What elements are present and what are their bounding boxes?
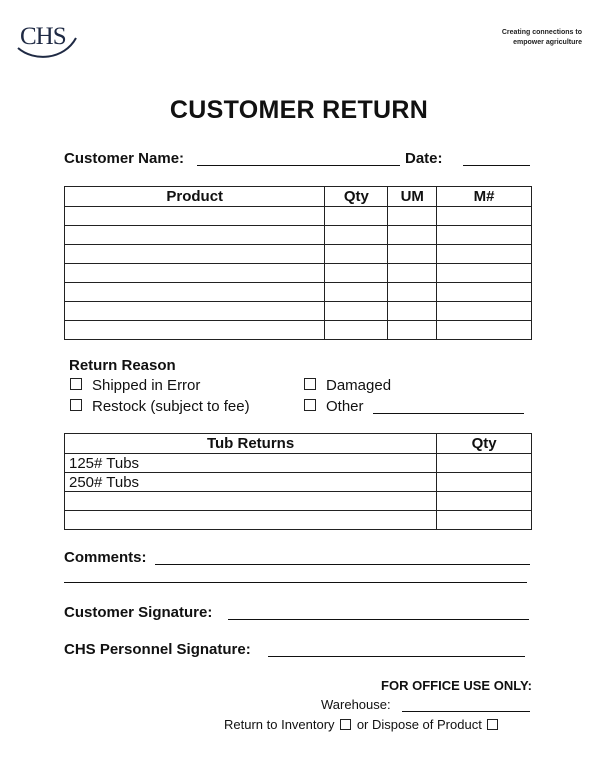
page-title: CUSTOMER RETURN (169, 96, 429, 124)
other-reason-field[interactable] (373, 413, 524, 414)
table-row (65, 321, 532, 340)
tub-qty-cell[interactable] (437, 511, 532, 530)
um-cell[interactable] (388, 302, 437, 321)
dispose-checkbox-icon[interactable] (487, 719, 498, 730)
reason-label: Other (326, 398, 364, 415)
m-number-cell[interactable] (437, 207, 532, 226)
qty-cell[interactable] (325, 226, 388, 245)
warehouse-field[interactable] (402, 711, 530, 712)
table-row (65, 207, 532, 226)
return-to-inventory-checkbox-icon[interactable] (340, 719, 351, 730)
product-cell[interactable] (65, 207, 325, 226)
um-cell[interactable] (388, 226, 437, 245)
table-row (65, 511, 532, 530)
table-row (65, 226, 532, 245)
tub-label-cell: 125# Tubs (65, 454, 437, 473)
logo-swoosh-icon (14, 22, 80, 58)
warehouse-label: Warehouse: (321, 697, 391, 712)
product-cell[interactable] (65, 226, 325, 245)
um-cell[interactable] (388, 321, 437, 340)
reason-shipped-in-error[interactable] (70, 377, 200, 394)
header-qty: Qty (325, 187, 388, 207)
personnel-signature-label: CHS Personnel Signature: (64, 641, 251, 658)
checkbox-icon[interactable] (304, 378, 316, 390)
date-field[interactable] (463, 165, 530, 166)
reason-damaged[interactable] (304, 377, 391, 394)
return-reason-title: Return Reason (69, 357, 176, 374)
m-number-cell[interactable] (437, 302, 532, 321)
table-row (65, 454, 532, 473)
m-number-cell[interactable] (437, 226, 532, 245)
table-row (65, 302, 532, 321)
chs-logo (14, 22, 80, 58)
header-m-number: M# (437, 187, 532, 207)
table-row (65, 245, 532, 264)
m-number-cell[interactable] (437, 245, 532, 264)
m-number-cell[interactable] (437, 321, 532, 340)
product-cell[interactable] (65, 245, 325, 264)
reason-label: Damaged (326, 377, 392, 394)
product-table-header (65, 187, 532, 207)
logo-text: CHS (20, 23, 66, 50)
tub-qty-cell[interactable] (437, 473, 532, 492)
reason-label: Restock (subject to fee) (92, 398, 250, 415)
tagline (502, 28, 582, 48)
customer-name-label: Customer Name: (64, 150, 185, 167)
header-tub-qty: Qty (437, 434, 532, 454)
date-label: Date: (405, 150, 443, 167)
product-cell[interactable] (65, 283, 325, 302)
product-table (64, 186, 532, 340)
product-cell[interactable] (65, 302, 325, 321)
comments-field-line1[interactable] (155, 564, 530, 565)
um-cell[interactable] (388, 264, 437, 283)
office-use-heading: FOR OFFICE USE ONLY: (381, 678, 532, 693)
m-number-cell[interactable] (437, 264, 532, 283)
um-cell[interactable] (388, 283, 437, 302)
qty-cell[interactable] (325, 264, 388, 283)
tub-qty-cell[interactable] (437, 454, 532, 473)
product-cell[interactable] (65, 264, 325, 283)
reason-restock[interactable] (70, 398, 250, 415)
comments-label: Comments: (64, 549, 147, 566)
tub-qty-cell[interactable] (437, 492, 532, 511)
um-cell[interactable] (388, 245, 437, 264)
product-cell[interactable] (65, 321, 325, 340)
return-to-inventory-label: Return to Inventory (224, 717, 335, 732)
table-row (65, 264, 532, 283)
checkbox-icon[interactable] (70, 378, 82, 390)
tub-label-cell: 250# Tubs (65, 473, 437, 492)
um-cell[interactable] (388, 207, 437, 226)
qty-cell[interactable] (325, 302, 388, 321)
table-row (65, 283, 532, 302)
qty-cell[interactable] (325, 245, 388, 264)
tagline-line1: Creating connections to (501, 29, 582, 36)
table-row (65, 473, 532, 492)
header-product: Product (65, 187, 325, 207)
table-row (65, 492, 532, 511)
qty-cell[interactable] (325, 207, 388, 226)
tub-returns-table (64, 433, 532, 530)
tub-table-header (65, 434, 532, 454)
header-um: UM (388, 187, 437, 207)
qty-cell[interactable] (325, 321, 388, 340)
customer-signature-field[interactable] (228, 619, 529, 620)
tub-label-cell[interactable] (65, 492, 437, 511)
tagline-line2: empower agriculture (513, 39, 582, 46)
m-number-cell[interactable] (437, 283, 532, 302)
qty-cell[interactable] (325, 283, 388, 302)
customer-signature-label: Customer Signature: (64, 604, 213, 621)
disposition-row (224, 717, 500, 732)
header-tub-returns: Tub Returns (65, 434, 437, 454)
personnel-signature-field[interactable] (268, 656, 525, 657)
comments-field-line2[interactable] (64, 582, 527, 583)
customer-name-field[interactable] (197, 165, 400, 166)
tub-label-cell[interactable] (65, 511, 437, 530)
reason-other[interactable] (304, 398, 364, 415)
checkbox-icon[interactable] (304, 399, 316, 411)
checkbox-icon[interactable] (70, 399, 82, 411)
dispose-label: or Dispose of Product (356, 717, 482, 732)
reason-label: Shipped in Error (92, 377, 201, 394)
